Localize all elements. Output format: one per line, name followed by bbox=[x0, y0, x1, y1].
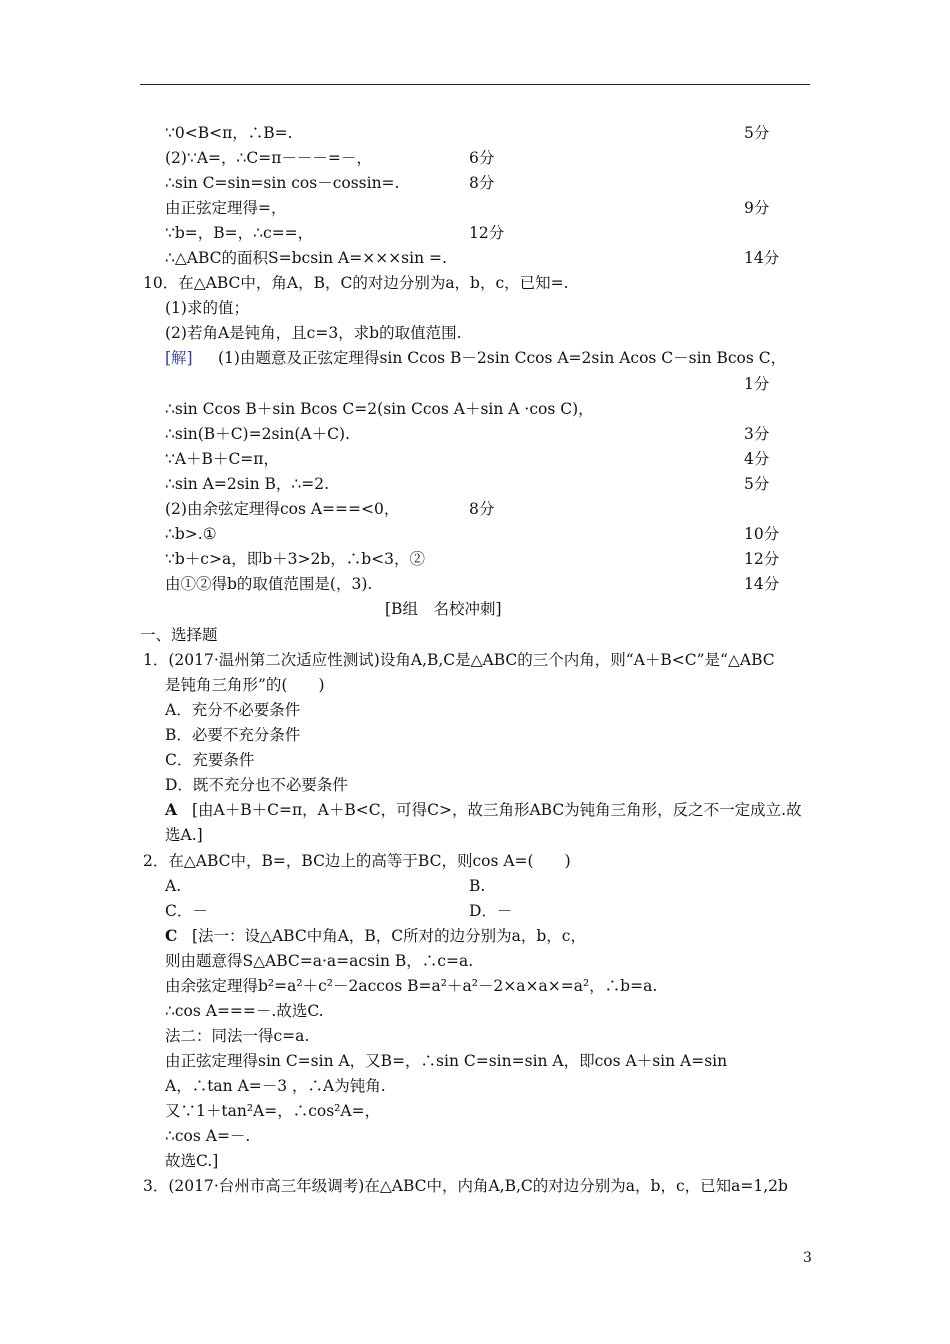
score-mark: 4分 bbox=[744, 450, 770, 468]
text-line: ∵b＋c>a，即b＋3>2b，∴b<3，② bbox=[165, 550, 426, 568]
text-line: ∴sin(B＋C)=2sin(A＋C). bbox=[165, 425, 350, 443]
score-mark: 12分 bbox=[744, 550, 780, 568]
answer-label-q2: C bbox=[165, 926, 178, 945]
score-mark: 12分 bbox=[469, 224, 505, 242]
text-line: A．充分不必要条件 bbox=[165, 701, 301, 719]
text-line: D．－ bbox=[469, 902, 513, 920]
score-mark: 8分 bbox=[469, 500, 495, 518]
section-heading: [B组 名校冲刺] bbox=[385, 600, 502, 618]
text-line: 由正弦定理得sin C=sin A，又B=，∴sin C=sin=sin A，即cos A＋sin A=sin bbox=[165, 1052, 728, 1070]
text-line: 3．(2017·台州市高三年级调考)在△ABC中，内角A,B,C的对边分别为a，b，c，已知a=1,2b bbox=[143, 1177, 788, 1195]
text-line: 选A.] bbox=[165, 826, 203, 844]
text-line: C．－ bbox=[165, 902, 208, 920]
text-line: ∴b>.① bbox=[165, 525, 217, 543]
header-rule bbox=[140, 84, 810, 85]
text-line: B. bbox=[469, 877, 486, 895]
text-line: ∴sin C=sin=sin cos－cossin=. bbox=[165, 174, 400, 192]
solution-tag: [解] bbox=[165, 349, 193, 367]
text-line: D．既不充分也不必要条件 bbox=[165, 776, 348, 794]
text-line: 2．在△ABC中，B=，BC边上的高等于BC，则cos A=( ) bbox=[143, 852, 571, 870]
text-line: 由余弦定理得b²=a²＋c²－2accos B=a²＋a²－2×a×a×=a²，∴b=a. bbox=[165, 977, 658, 995]
score-mark: 10分 bbox=[744, 525, 780, 543]
text-line: 由正弦定理得=， bbox=[165, 199, 287, 217]
text-line: C．充要条件 bbox=[165, 751, 255, 769]
text-line: A. bbox=[165, 877, 182, 895]
text-line: ∵A＋B＋C=π， bbox=[165, 450, 279, 468]
text-line: 法二：同法一得c=a. bbox=[165, 1027, 310, 1045]
score-mark: 5分 bbox=[744, 475, 770, 493]
answer-label-q1: A bbox=[165, 800, 178, 819]
text-line: 1．(2017·温州第二次适应性测试)设角A,B,C是△ABC的三个内角，则“A＋B<C”是“△ABC bbox=[143, 651, 775, 669]
text-line: 故选C.] bbox=[165, 1152, 219, 1170]
text-line: (1)求的值； bbox=[165, 299, 249, 317]
text-line: (1)由题意及正弦定理得sin Ccos B－2sin Ccos A=2sin Acos C－sin Bcos C， bbox=[218, 349, 787, 367]
text-line: A，∴tan A=－3 ，∴A为钝角. bbox=[165, 1077, 386, 1095]
page-number: 3 bbox=[803, 1250, 812, 1266]
text-line: ∵0<B<π，∴B=. bbox=[165, 124, 293, 142]
text-line: [法一：设△ABC中角A，B，C所对的边分别为a，b，c， bbox=[192, 927, 586, 945]
score-mark: 6分 bbox=[469, 149, 495, 167]
text-line: 一、选择题 bbox=[140, 626, 218, 644]
score-mark: 9分 bbox=[744, 199, 770, 217]
text-line: B．必要不充分条件 bbox=[165, 726, 301, 744]
text-line: ∴sin Ccos B＋sin Bcos C=2(sin Ccos A＋sin A ·cos C)， bbox=[165, 400, 594, 418]
text-line: 10．在△ABC中，角A，B，C的对边分别为a，b，c，已知=. bbox=[143, 274, 569, 292]
score-mark: 14分 bbox=[744, 249, 780, 267]
text-line: 由①②得b的取值范围是(，3). bbox=[165, 575, 373, 593]
score-mark: 8分 bbox=[469, 174, 495, 192]
text-line: 是钝角三角形”的( ) bbox=[165, 676, 325, 694]
score-mark: 1分 bbox=[744, 375, 770, 393]
text-line: ∴cos A===－.故选C. bbox=[165, 1002, 324, 1020]
text-line: 又∵1＋tan²A=，∴cos²A=， bbox=[165, 1102, 381, 1120]
text-line: (2)∵A=，∴C=π－－－=－， bbox=[165, 149, 372, 167]
text-line: ∴sin A=2sin B，∴=2. bbox=[165, 475, 330, 493]
score-mark: 14分 bbox=[744, 575, 780, 593]
text-line: (2)若角A是钝角，且c=3，求b的取值范围. bbox=[165, 324, 462, 342]
text-line: (2)由余弦定理得cos A===<0， bbox=[165, 500, 400, 518]
text-line: ∵b=，B=，∴c==， bbox=[165, 224, 314, 242]
score-mark: 3分 bbox=[744, 425, 770, 443]
text-line: ∴△ABC的面积S=bcsin A=×××sin =. bbox=[165, 249, 447, 267]
text-line: [由A＋B＋C=π，A＋B<C，可得C>，故三角形ABC为钝角三角形，反之不一定成立.故 bbox=[192, 801, 802, 819]
score-mark: 5分 bbox=[744, 124, 770, 142]
text-line: ∴cos A=－. bbox=[165, 1127, 251, 1145]
text-line: 则由题意得S△ABC=a·a=acsin B，∴c=a. bbox=[165, 952, 474, 970]
